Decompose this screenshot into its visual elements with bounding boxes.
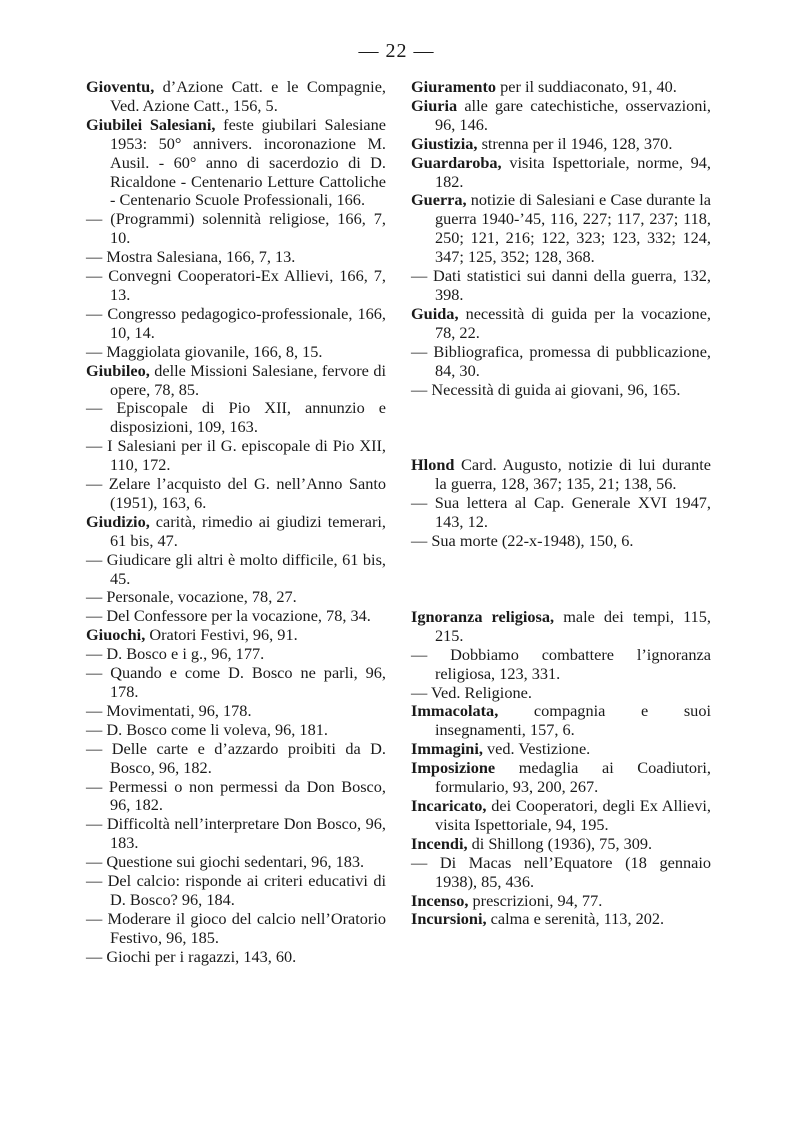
- index-entry: [411, 267, 711, 305]
- index-entry: [411, 154, 711, 192]
- index-entry: [86, 437, 386, 475]
- entry-text: — Di Macas nell’Equatore (18 gennaio 1938), 85, 436.: [411, 852, 711, 891]
- entry-text: ved. Vestizione.: [482, 739, 591, 759]
- entry-text: — Permessi o non permessi da Don Bosco, 96, 182.: [86, 776, 386, 815]
- index-entry: [86, 116, 386, 211]
- index-entry: [86, 815, 386, 853]
- entry-headword: Giuria: [411, 95, 458, 115]
- index-entry: [411, 797, 711, 835]
- entry-text: — Ved. Religione.: [411, 682, 532, 702]
- entry-text: — D. Bosco come li voleva, 96, 181.: [86, 719, 328, 739]
- index-entry: [86, 248, 386, 267]
- index-entry: [411, 910, 711, 929]
- entry-text: medaglia ai Coadiutori, formulario, 93, 200, 267.: [435, 758, 711, 797]
- index-entry: [86, 645, 386, 664]
- entry-text: dei Cooperatori, degli Ex Allievi, visita Ispettoriale, 94, 195.: [435, 796, 711, 834]
- index-entry: [86, 343, 386, 362]
- entry-text: compagnia e suoi insegnamenti, 157, 6.: [435, 701, 711, 740]
- index-entry: [411, 835, 711, 854]
- entry-text: — Del calcio: risponde ai criteri educativi di D. Bosco? 96, 184.: [86, 871, 386, 909]
- entry-headword: Incaricato,: [411, 796, 487, 815]
- entry-headword: Giudizio,: [86, 511, 150, 531]
- entry-text: male dei tempi, 115, 215.: [435, 606, 711, 645]
- entry-text: feste giubilari Salesiane 1953: 50° annivers. incoronazione M. Ausil. - 60° anno di sacerdozio di D. Ricaldone - Centenario Letture Cattoliche - Centenario Scuole Professionali, 166.: [110, 114, 386, 210]
- entry-headword: Ignoranza religiosa,: [411, 606, 555, 626]
- index-entry: [86, 475, 386, 513]
- index-entry: [86, 948, 386, 967]
- entry-headword: Guida,: [411, 303, 459, 323]
- entry-text: — Convegni Cooperatori-Ex Allievi, 166, 7, 13.: [86, 266, 386, 304]
- entry-text: — Giudicare gli altri è molto difficile, 61 bis, 45.: [86, 549, 386, 588]
- index-entry: [411, 305, 711, 343]
- entry-headword: Giuramento: [411, 77, 497, 96]
- index-entry: [86, 399, 386, 437]
- entry-text: necessità di guida per la vocazione, 78, 22.: [435, 303, 711, 342]
- index-entry: [411, 646, 711, 684]
- entry-text: — Personale, vocazione, 78, 27.: [86, 587, 297, 607]
- index-group-h: [411, 456, 711, 551]
- entry-text: — Del Confessore per la vocazione, 78, 34.: [86, 606, 371, 626]
- entry-text: prescrizioni, 94, 77.: [468, 890, 603, 910]
- index-entry: [411, 456, 711, 494]
- section-gap: [411, 551, 711, 608]
- index-entry: [411, 532, 711, 551]
- entry-headword: Incendi,: [411, 833, 468, 853]
- index-group-i: [411, 608, 711, 929]
- entry-headword: Immacolata,: [411, 701, 499, 721]
- index-entry: [86, 588, 386, 607]
- entry-headword: Giuochi,: [86, 625, 146, 645]
- entry-headword: Imposizione: [411, 758, 496, 778]
- entry-text: — (Programmi) solennità religiose, 166, 7, 10.: [86, 209, 386, 248]
- entry-text: — Dobbiamo combattere l’ignoranza religiosa, 123, 331.: [411, 644, 711, 683]
- entry-text: calma e serenità, 113, 202.: [486, 909, 665, 929]
- entry-text: d’Azione Catt. e le Compagnie, Ved. Azione Catt., 156, 5.: [110, 77, 386, 115]
- entry-text: carità, rimedio ai giudizi temerari, 61 bis, 47.: [110, 511, 386, 550]
- entry-text: — Movimentati, 96, 178.: [86, 700, 252, 720]
- index-entry: [411, 494, 711, 532]
- index-entry: [411, 892, 711, 911]
- entry-text: di Shillong (1936), 75, 309.: [467, 833, 653, 853]
- index-entry: [86, 702, 386, 721]
- entry-text: — I Salesiani per il G. episcopale di Pio XII, 110, 172.: [86, 436, 386, 475]
- index-group-g: [411, 78, 711, 399]
- entry-text: — Congresso pedagogico-professionale, 166, 10, 14.: [86, 303, 386, 342]
- index-entry: [86, 740, 386, 778]
- entry-text: per il suddiaconato, 91, 40.: [496, 77, 677, 96]
- index-entry: [86, 853, 386, 872]
- entry-text: — Dati statistici sui danni della guerra, 132, 398.: [411, 266, 711, 304]
- index-entry: [86, 551, 386, 589]
- entry-text: — Giochi per i ragazzi, 143, 60.: [86, 946, 297, 966]
- entry-headword: Giubileo,: [86, 360, 150, 380]
- entry-text: — Episcopale di Pio XII, annunzio e disposizioni, 109, 163.: [86, 398, 386, 437]
- entry-headword: Incenso,: [411, 890, 469, 910]
- index-entry: [86, 910, 386, 948]
- index-entry: [411, 381, 711, 400]
- index-entry: [411, 608, 711, 646]
- entry-text: — Necessità di guida ai giovani, 96, 165.: [411, 379, 681, 399]
- entry-text: delle Missioni Salesiane, fervore di opere, 78, 85.: [110, 360, 386, 399]
- index-entry: [411, 684, 711, 703]
- entry-headword: Guardaroba,: [411, 152, 502, 172]
- index-column-right: [411, 78, 711, 929]
- index-entry: [411, 135, 711, 154]
- entry-text: — Sua lettera al Cap. Generale XVI 1947, 143, 12.: [411, 493, 711, 532]
- index-entry: [86, 872, 386, 910]
- index-entry: [86, 778, 386, 816]
- index-entry: [411, 740, 711, 759]
- entry-headword: Hlond: [411, 455, 455, 475]
- index-entry: [411, 191, 711, 267]
- index-entry: [411, 78, 711, 97]
- entry-text: — Mostra Salesiana, 166, 7, 13.: [86, 247, 296, 267]
- entry-text: notizie di Salesiani e Case durante la guerra 1940-’45, 116, 227; 117, 237; 118, 250; 121, 216; 122, 323; 123, 332; 124, 347; 125, 352; 128, 368.: [435, 190, 711, 267]
- entry-text: — Difficoltà nell’interpretare Don Bosco, 96, 183.: [86, 814, 386, 853]
- entry-text: — Moderare il gioco del calcio nell’Oratorio Festivo, 96, 185.: [86, 908, 386, 947]
- index-entry: [86, 210, 386, 248]
- entry-text: — Bibliografica, promessa di pubblicazione, 84, 30.: [411, 341, 711, 380]
- index-entry: [411, 97, 711, 135]
- entry-text: — Sua morte (22-x-1948), 150, 6.: [411, 531, 634, 551]
- index-entry: [411, 854, 711, 892]
- index-entry: [411, 759, 711, 797]
- index-entry: [411, 343, 711, 381]
- index-entry: [86, 362, 386, 400]
- entry-text: strenna per il 1946, 128, 370.: [477, 133, 673, 153]
- entry-text: Oratori Festivi, 96, 91.: [145, 625, 298, 645]
- page-number: — 22 —: [358, 40, 435, 62]
- entry-text: — Maggiolata giovanile, 166, 8, 15.: [86, 341, 323, 361]
- entry-text: visita Ispettoriale, norme, 94, 182.: [435, 152, 711, 191]
- entry-text: — D. Bosco e i g., 96, 177.: [86, 644, 265, 664]
- index-entry: [86, 305, 386, 343]
- entry-headword: Guerra,: [411, 190, 467, 210]
- entry-headword: Gioventu,: [86, 77, 155, 96]
- index-entry: [86, 267, 386, 305]
- entry-headword: Giustizia,: [411, 133, 478, 153]
- entry-headword: Incursioni,: [411, 909, 487, 929]
- entry-headword: Giubilei Salesiani,: [86, 114, 216, 134]
- entry-headword: Immagini,: [411, 739, 483, 759]
- index-column-left: [86, 78, 386, 967]
- index-entry: [411, 702, 711, 740]
- section-gap: [411, 399, 711, 456]
- index-entry: [86, 721, 386, 740]
- index-entry: [86, 664, 386, 702]
- index-entry: [86, 78, 386, 116]
- index-entry: [86, 513, 386, 551]
- entry-text: — Questione sui giochi sedentari, 96, 183.: [86, 852, 365, 872]
- entry-text: alle gare catechistiche, osservazioni, 96, 146.: [435, 95, 711, 134]
- entry-text: Card. Augusto, notizie di lui durante la guerra, 128, 367; 135, 21; 138, 56.: [435, 455, 711, 494]
- entry-text: — Delle carte e d’azzardo proibiti da D. Bosco, 96, 182.: [86, 738, 386, 777]
- index-entry: [86, 607, 386, 626]
- entry-text: — Quando e come D. Bosco ne parli, 96, 178.: [86, 663, 386, 701]
- index-entry: [86, 626, 386, 645]
- entry-text: — Zelare l’acquisto del G. nell’Anno Santo (1951), 163, 6.: [86, 474, 386, 512]
